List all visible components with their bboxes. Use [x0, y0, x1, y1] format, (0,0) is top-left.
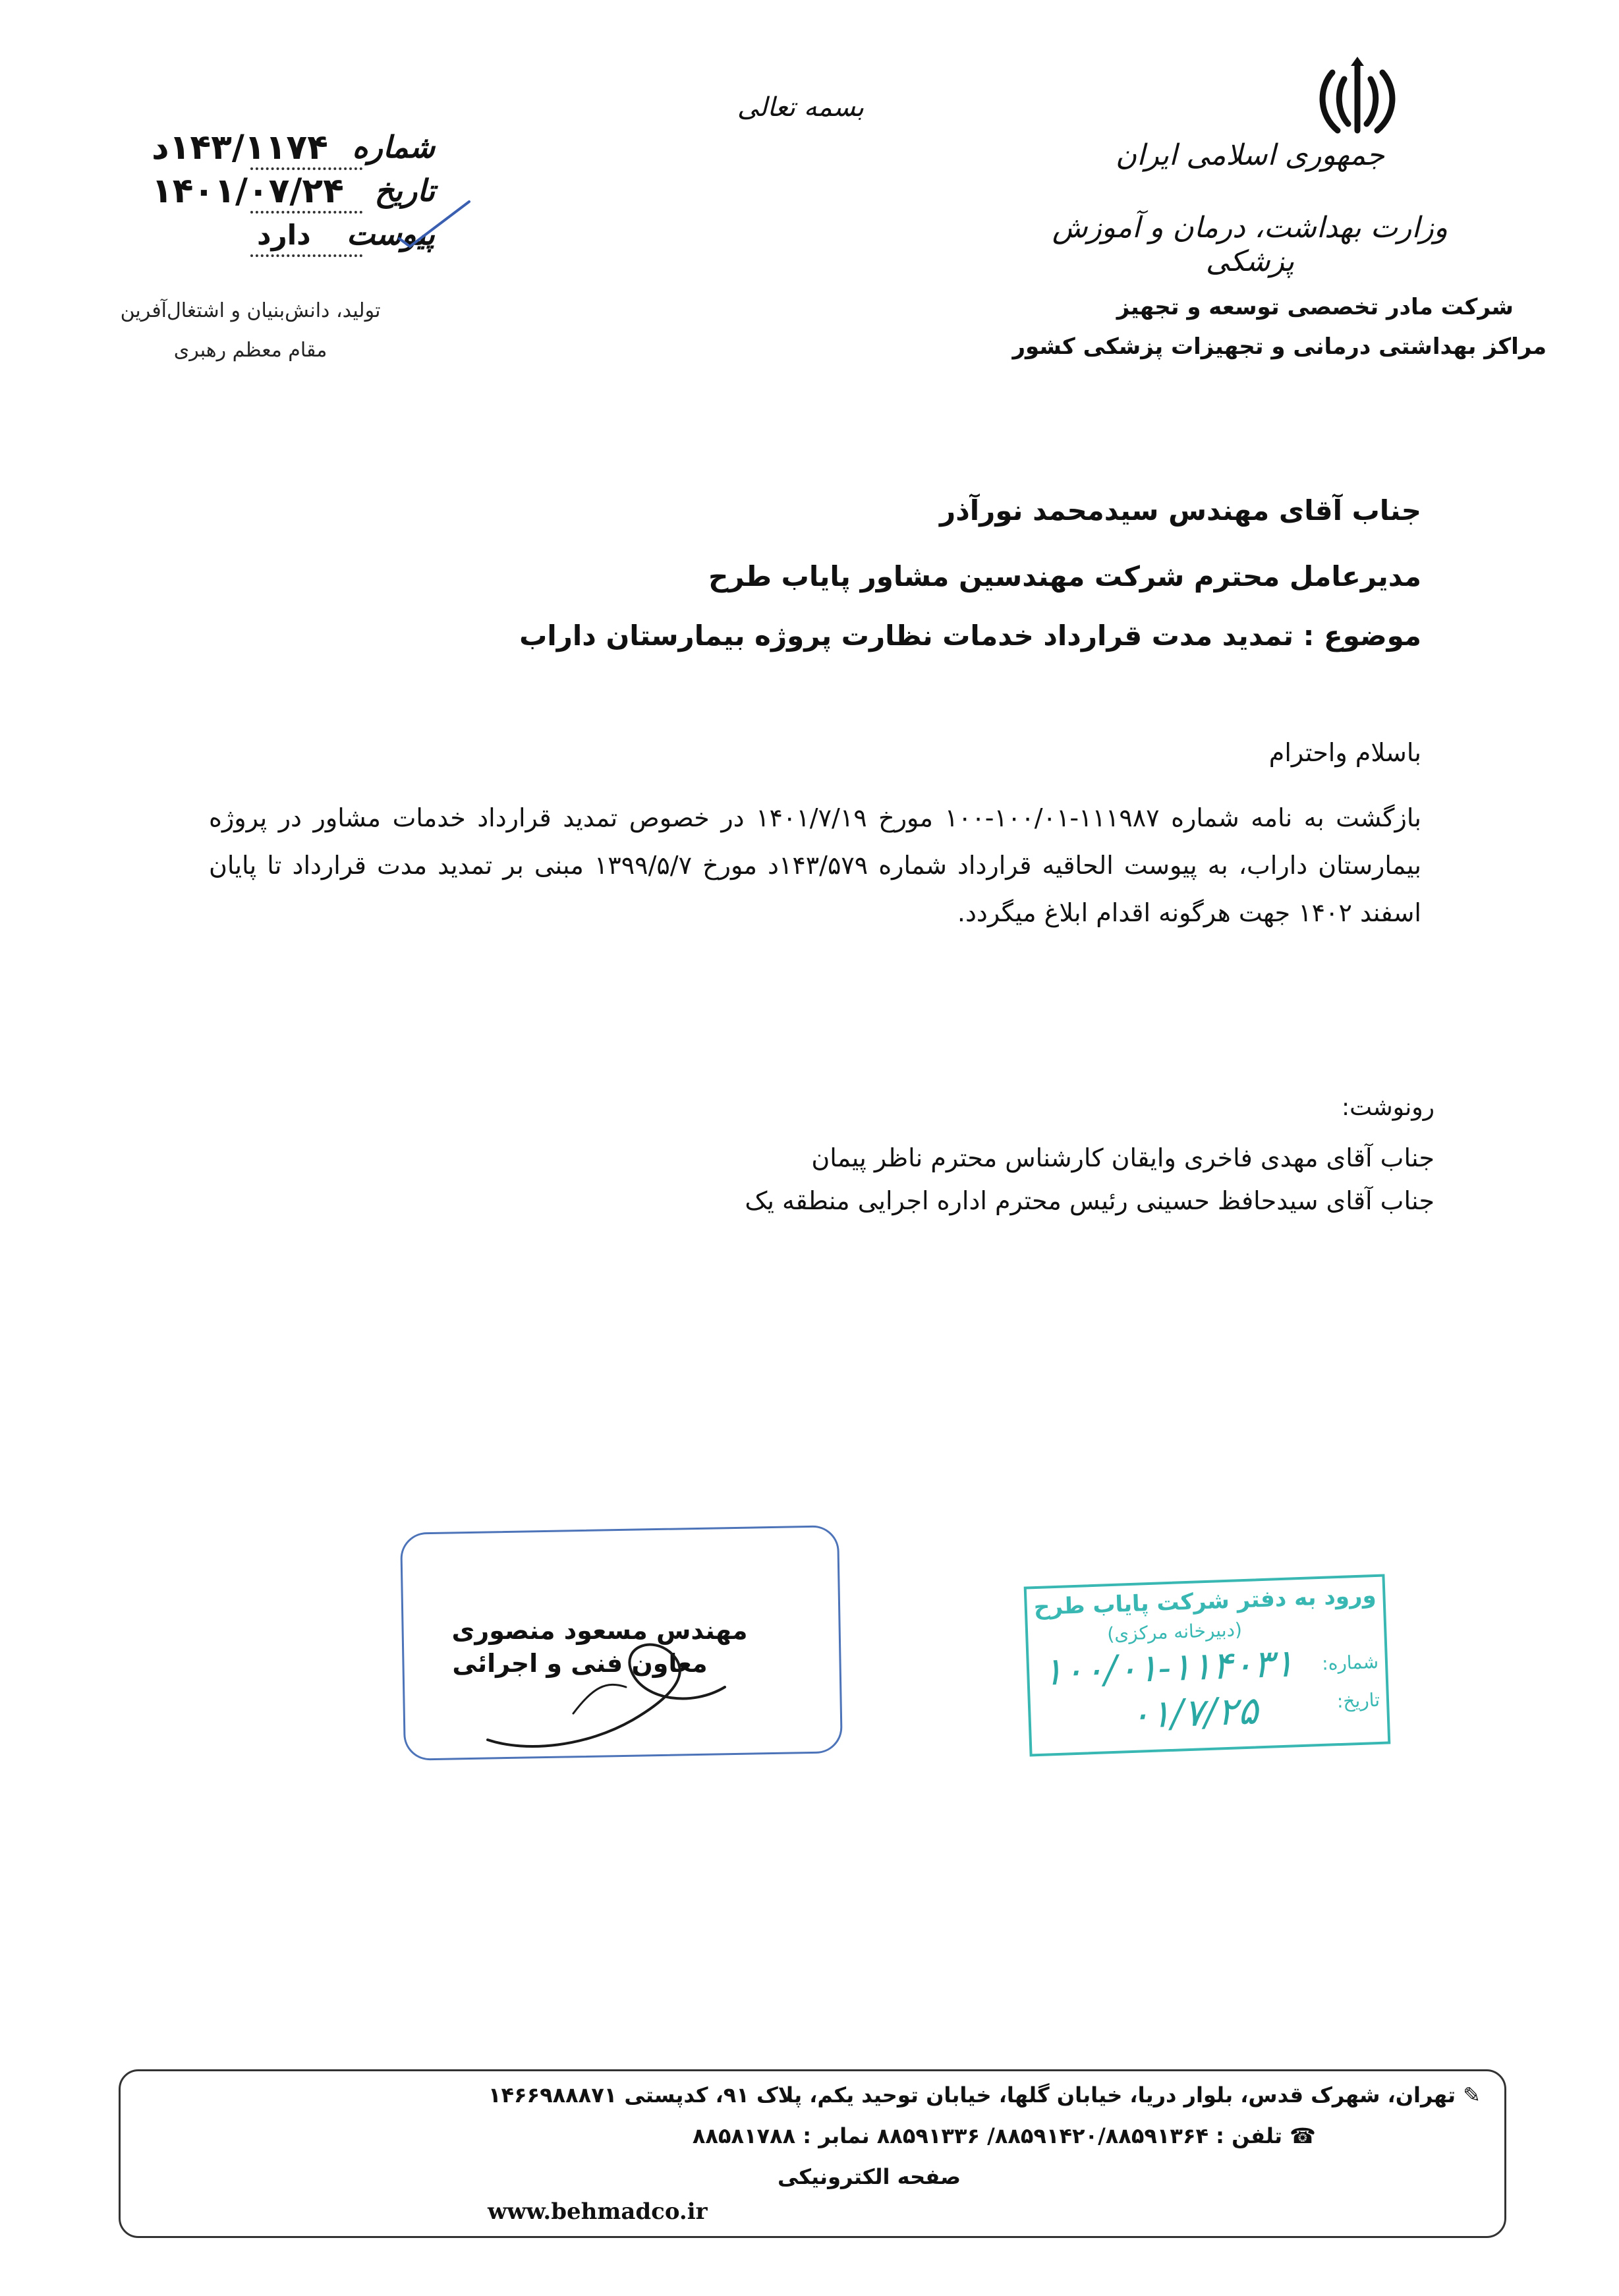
cc-title: رونوشت: [1341, 1094, 1434, 1121]
dotted-line [250, 167, 362, 170]
slogan-line-2: مقام معظم رهبری [173, 339, 327, 362]
receipt-number-value: ۱۰۰/۰۱-۱۱۴۰۳۱ [1042, 1640, 1295, 1694]
letter-number-value: ۱۴۳/۱۱۷۴د [152, 128, 328, 167]
cc-item: جناب آقای سیدحافظ حسینی رئیس محترم اداره اجرایی منطقه یک [745, 1186, 1434, 1215]
handwritten-signature [474, 1608, 751, 1766]
receipt-stamp [1024, 1574, 1391, 1757]
checkmark-icon [395, 198, 474, 250]
footer-website[interactable]: www.behmadco.ir [488, 2198, 708, 2225]
letter-subject: موضوع : تمدید مدت قرارداد خدمات نظارت پروژه بیمارستان داراب [519, 619, 1421, 652]
org-line-2: مراکز بهداشتی درمانی و تجهیزات پزشکی کشور [1012, 333, 1547, 360]
receipt-number-label: شماره: [1321, 1650, 1379, 1675]
org-line-1: شرکت مادر تخصصی توسعه و تجهیز [1116, 294, 1514, 320]
footer-address: ✎ تهران، شهرک قدس، بلوار دریا، خیابان گلها، خیابان توحید یکم، پلاک ۹۱، کدپستی ۱۴۶۶۹۸۸۸۷۱ [488, 2082, 1481, 2108]
location-icon: ✎ [1456, 2082, 1481, 2108]
letter-date-value: ۱۴۰۱/۰۷/۲۴ [152, 171, 344, 211]
body-paragraph: بازگشت به نامه شماره ۱۱۱۹۸۷-۱۰۰/۰۱-۱۰۰ مورخ ۱۴۰۱/۷/۱۹ در خصوص تمدید قرارداد خدمات مشاور در پروژه بیمارستان داراب، به پیوست الحاقیه قرارداد شماره ۱۴۳/۵۷۹د مورخ ۱۳۹۹/۵/۷ مبنی بر تمدید مدت قرارداد تا پایان اسفند ۱۴۰۲ جهت هرگونه اقدام ابلاغ میگردد. [209, 803, 1421, 927]
letter-attachment-value: دارد [257, 219, 311, 251]
receipt-date-value: ۰۱/۷/۲۵ [1129, 1688, 1259, 1738]
dotted-line [250, 254, 362, 257]
addressee-name: جناب آقای مهندس سیدمحمد نورآذر [940, 494, 1421, 527]
letter-date-row [152, 173, 435, 219]
letter-date-label: تاریخ [374, 173, 435, 208]
iran-emblem-icon [1311, 53, 1404, 145]
greeting: باسلام واحترام [1268, 738, 1421, 767]
addressee-position: مدیرعامل محترم شرکت مهندسین مشاور پایاب طرح [708, 560, 1421, 592]
signatory-title: معاون فنی و اجرائی [452, 1649, 708, 1678]
footer-website-label: صفحه الکترونیکی [778, 2164, 961, 2189]
ministry-line-2: وزارت بهداشت، درمان و آموزش پزشکی [1052, 211, 1448, 278]
receipt-stamp-subtitle: (دبیرخانه مرکزی) [1106, 1619, 1243, 1646]
letter-attachment-row [152, 216, 435, 262]
receipt-stamp-title: ورود به دفتر شرکت پایاب طرح [1033, 1582, 1377, 1621]
letter-number-label: شماره [352, 129, 435, 165]
receipt-date-label: تاریخ: [1336, 1688, 1380, 1713]
letter-attachment-label: پیوست [346, 216, 435, 252]
bismillah-heading: بسمه تعالی [737, 92, 865, 123]
footer-phone: ☎ تلفن : ۸۸۵۹۱۴۲۰/۸۸۵۹۱۳۶۴/ ۸۸۵۹۱۳۳۶ نمابر : ۸۸۵۸۱۷۸۸ [692, 2123, 1316, 2148]
ministry-line-1: جمهوری اسلامی ایران [1115, 138, 1385, 172]
dotted-line [250, 211, 362, 214]
cc-item: جناب آقای مهدی فاخری وایقان کارشناس محترم ناظر پیمان [811, 1143, 1434, 1172]
signatory-name: مهندس مسعود منصوری [451, 1616, 748, 1645]
letter-number-row [152, 129, 435, 175]
slogan-line-1: تولید، دانش‌بنیان و اشتغال‌آفرین [120, 299, 381, 322]
phone-icon: ☎ [1282, 2123, 1316, 2148]
